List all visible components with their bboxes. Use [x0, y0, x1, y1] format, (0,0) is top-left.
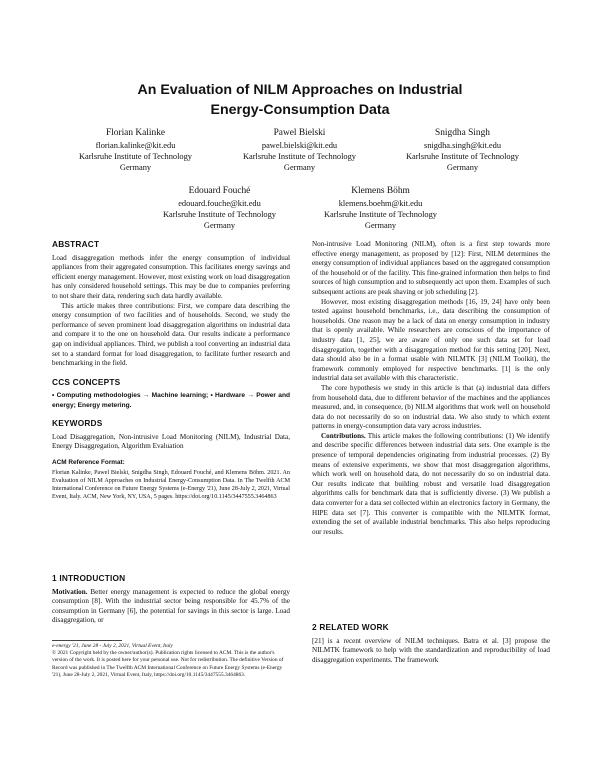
abstract-heading: ABSTRACT: [52, 239, 100, 249]
abstract-paragraph-1: Load disaggregation methods infer the energy consumption of individual appliances from their aggregated consumption. This facilitates energy savings and efficient energy management. However, most existing work on load disaggregation has only considered household settings. This may be due to companies preferring to not share their data, rendering such data hardly available.: [52, 253, 290, 300]
contributions-text: This article makes the following contributions: (1) We identify and describe specific differences between industrial data sets. One example is the presence of temporal dependencies originating from industrial processes. (2) By means of extensive experiments, we show that most disaggregation algorithms, which work well on household data, do not necessarily do so on industrial data. Our results indicate that building robust and versatile load disaggregation algorithms calls for benchmark data that is sufficiently diverse. (3) We publish a data converter for a data set collected within an electronics factory in Germany, the HIPE data set [7]. This converter is compatible with the NILMTK format, extending the set of available industrial benchmarks. This also helps reproducing our results.: [312, 431, 550, 536]
related-work-text: [21] is a recent overview of NILM techniques. Batra et al. [3] propose the NILMTK framework to help with the standardization and reproducibility of load disaggregation experiments. The framework: [312, 636, 550, 664]
ccs-heading: CCS CONCEPTS: [52, 376, 121, 387]
author-name: Klemens Böhm: [351, 186, 410, 196]
footnote-rule: [52, 640, 122, 641]
author-country: Germany: [446, 163, 479, 173]
author-affiliation: Karlsruhe Institute of Technology: [79, 152, 192, 162]
author-email[interactable]: snigdha.singh@kit.edu: [423, 141, 502, 150]
author-country: Germany: [203, 221, 236, 231]
keywords-text: Load Disaggregation, Non-intrusive Load Monitoring (NILM), Industrial Data, Energy Disaggregation, Algorithm Evaluation: [52, 432, 290, 451]
author-email[interactable]: edouard.fouche@kit.edu: [178, 199, 261, 208]
footnote-venue: e-energy '21, June 28 - July 2, 2021, Virtual Event, Italy: [52, 643, 173, 649]
reference-format-text: Florian Kalinke, Pawel Bielski, Snigdha Singh, Edouard Fouché, and Klemens Böhm. 2021. An Evaluation of NILM Approaches on Industrial Energy-Consumption Data. In The Twelfth ACM International Conference on Future Energy Systems (e-Energy '21), June 28-July 2, 2021, Virtual Event, Italy. ACM, New York, NY, USA, 5 pages. https://doi.org/10.1145/3447555.3464863: [52, 469, 290, 501]
author-block-1: [53, 127, 218, 173]
copyright-footnote: [52, 640, 290, 679]
author-block-2: [217, 127, 382, 173]
author-affiliation: Karlsruhe Institute of Technology: [243, 152, 356, 162]
author-name: Snigdha Singh: [435, 128, 490, 138]
reference-format-heading: ACM Reference Format:: [52, 458, 125, 466]
keywords-heading: KEYWORDS: [52, 418, 103, 429]
author-block-4: [137, 185, 302, 231]
author-block-5: [298, 185, 463, 231]
author-country: Germany: [119, 163, 152, 173]
author-affiliation: Karlsruhe Institute of Technology: [163, 210, 276, 220]
author-name: Florian Kalinke: [105, 128, 166, 138]
right-column: [312, 240, 550, 537]
left-column: [52, 240, 290, 502]
title-line-2: Energy-Consumption Data: [210, 102, 390, 118]
introduction-paragraph: [52, 588, 290, 626]
right-paragraph-2: However, most existing disaggregation methods [16, 19, 24] have only been tested against household benchmarks, i.e., data describing the consumption of households. One reason may be a lack of data on energy consumption in industry that is openly available. While researchers are conscious of the importance of industry data [1, 25], we are aware of only one such data set for load disaggregation, together with a disaggregation method for this setting [20]. Next, data should also be in a format usable with NILMTK [3] (NILM Toolkit), the framework commonly employed for respective benchmarks. [1] is the only industrial data set available with this characteristic.: [312, 297, 550, 383]
author-affiliation: Karlsruhe Institute of Technology: [324, 210, 437, 220]
related-work-heading: 2 RELATED WORK: [312, 622, 389, 632]
author-affiliation: Karlsruhe Institute of Technology: [406, 152, 519, 162]
contributions-runin: Contributions.: [321, 431, 366, 440]
author-name: Edouard Fouché: [188, 186, 251, 196]
title-line-1: An Evaluation of NILM Approaches on Industrial: [137, 82, 463, 98]
introduction-heading: 1 INTRODUCTION: [52, 573, 126, 583]
author-name: Pawel Bielski: [273, 128, 326, 138]
contributions-paragraph: [312, 432, 550, 538]
introduction-text: Better energy management is expected to reduce the global energy consumption [8]. With the industrial sector being responsible for 45.7% of the consumption in Germany [6], the potential for savings in this sector is large. Load disaggregation, or: [52, 587, 290, 625]
right-paragraph-1: Non-intrusive Load Monitoring (NILM), often is a first step towards more effective energy management, as proposed by [12]: First, NILM determines the energy consumption of individual appliances based on the aggregated consumption of the household or of the facility. This fine-grained information then helps to find sources of high consumption and to subsequently act upon them. Examples of such subsequent actions are peak shaving or job scheduling [2].: [312, 240, 550, 296]
author-email[interactable]: pawel.bielski@kit.edu: [261, 141, 338, 150]
right-paragraph-3: The core hypothesis we study in this article is that (a) industrial data differs from household data, due to different behavior of the machines and the appliances measured, and, in consequence, (b) NILM algorithms that work well on household data do not necessarily do so on industrial data. We also study to which extent patterns in energy-consumption data vary across industries.: [312, 383, 550, 431]
author-email[interactable]: klemens.boehm@kit.edu: [338, 199, 423, 208]
introduction-section: [52, 574, 290, 626]
introduction-runin: Motivation.: [52, 587, 88, 596]
author-country: Germany: [364, 221, 397, 231]
author-email[interactable]: florian.kalinke@kit.edu: [95, 141, 176, 150]
paper-title: [60, 80, 540, 120]
related-work-section: [312, 623, 550, 665]
author-country: Germany: [283, 163, 316, 173]
footnote-copyright: © 2021 Copyright held by the owner/author(s). Publication rights licensed to ACM. This is the author's version of the work. It is posted here for your personal use. Not for redistribution. The definitive Version of Record was published in The Twelfth ACM International Conference on Future Energy Systems (e-Energy '21), June 28-July 2, 2021, Virtual Event, Italy, https://doi.org/10.1145/3447555.3464863.: [52, 650, 284, 678]
ccs-concepts-text: • Computing methodologies → Machine learning; • Hardware → Power and energy; Energy metering.: [52, 392, 290, 409]
author-block-3: [380, 127, 545, 173]
abstract-paragraph-2: This article makes three contributions: First, we compare data describing the energy consumption of two facilities and of households. Second, we study the performance of seven prominent load disaggregation algorithms on industrial data and compare it to the one on household data. Our results indicate a performance gap on individual appliances. Third, we publish a tool converting an industrial data set to a standard format for load disaggregation, to facilitate further research and benchmarking in the field.: [52, 301, 290, 368]
